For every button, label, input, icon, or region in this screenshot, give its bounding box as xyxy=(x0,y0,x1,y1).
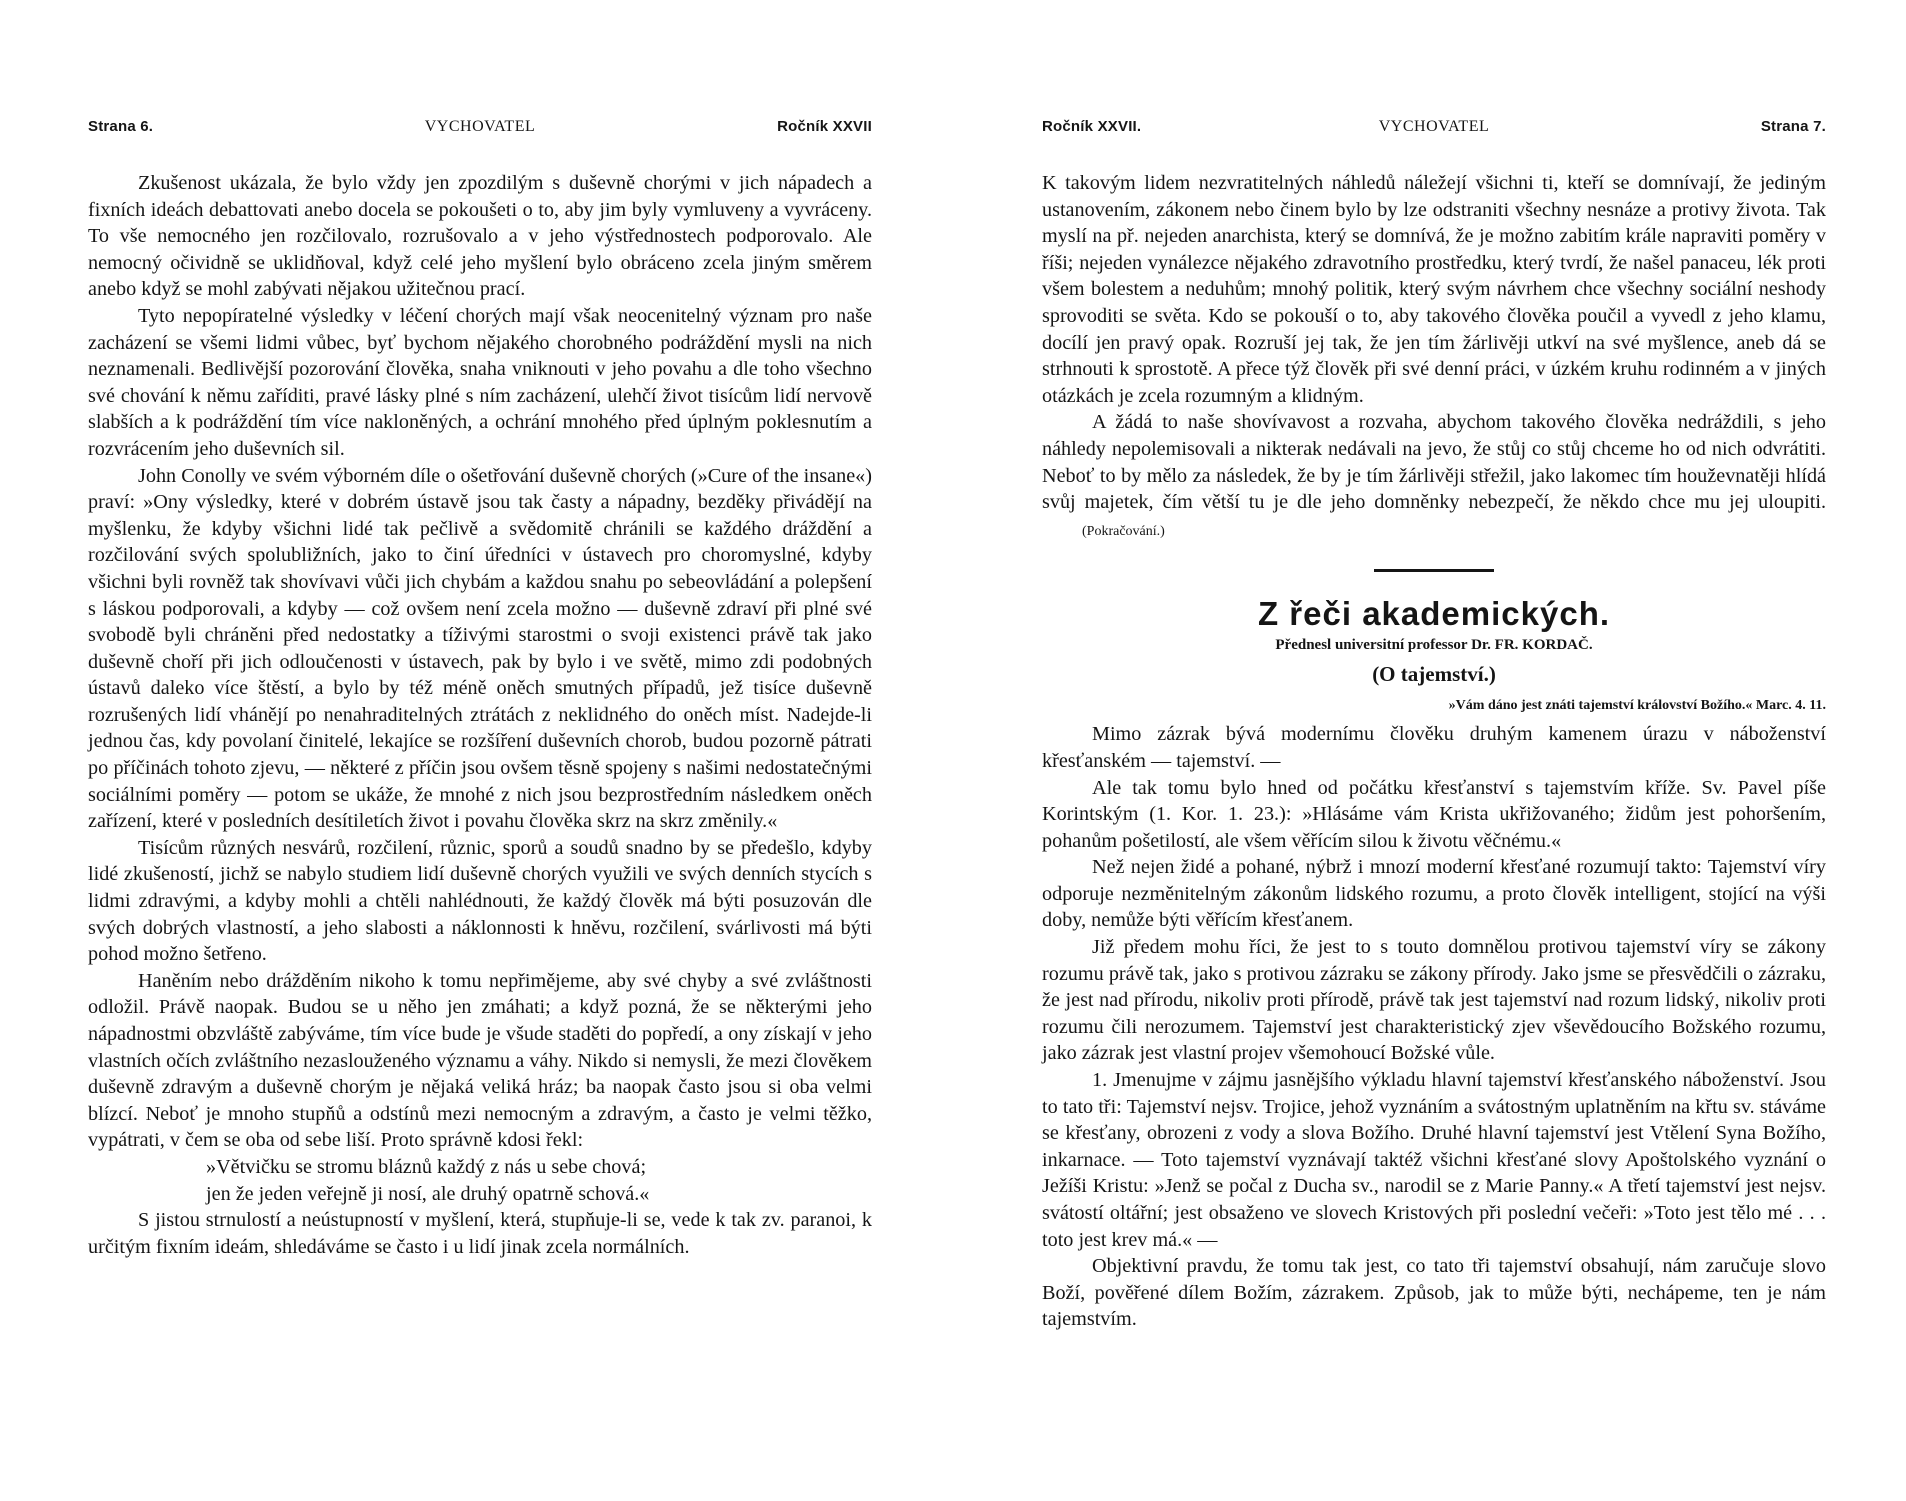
paragraph xyxy=(1042,409,1826,545)
right-volume: Ročník XXVII. xyxy=(1042,118,1142,135)
left-body-text xyxy=(88,170,872,1260)
verse-line: »Větvičku se stromu bláznů každý z nás u sebe chová; xyxy=(206,1155,647,1178)
continued-label: (Pokračování.) xyxy=(1082,523,1165,539)
paragraph: Tisícům různých nesvárů, rozčilení, různic, sporů a soudů snadno by se předešlo, kdyby lidé zkušeností, jichž se nabylo studiem lidí duševně chorých využili ve svých denních stycích s lidmi zdravými, a kdyby mohli a chtěli nahlédnouti, že každý člověk má býti posuzován dle svých dobrých vlastností, a jeho slabosti a náklonnosti k hněvu, rozčilení, svárlivosti má býti pohod možno šetřeno. xyxy=(88,836,872,966)
verse-quote xyxy=(88,1154,872,1207)
left-journal-title: VYCHOVATEL xyxy=(424,118,536,135)
left-page xyxy=(88,0,872,1501)
paragraph: Zkušenost ukázala, že bylo vždy jen zpozdilým s duševně chorými v jich nápadech a fixních ideách debattovati anebo docela se pokoušeti o to, aby jim byly vymluveny a vyvráceny. To vše nemocného jen rozčilovalo, rozrušovalo a v jeho výstřednostech podporovalo. Ale nemocný očividně se uklidňoval, když celé jeho myšlení bylo obráceno zcela jiným směrem anebo když se mohl zabývati nějakou užitečnou prací. xyxy=(88,172,872,301)
paragraph: 1. Jmenujme v zájmu jasnějšího výkladu hlavní tajemství křesťanského náboženství. Jsou to tato tři: Tajemství nejsv. Trojice, jehož vyznáním a svátostným uplatněním na křtu sv. stáváme se křesťany, obrozeni z vody a slova Božího. Druhé hlavní tajemství jest Vtělení Syna Božího, inkarnace. — Toto tajemství vyznávají taktéž všichni křesťané slovy Apoštolského vyznání o Ježíši Kristu: »Jenž se počal z Ducha sv., narodil se z Marie Panny.« A třetí tajemství jest nejsv. svátostí oltářní; jest obsaženo ve slovech Kristových při poslední večeři: »Toto jest tělo mé . . . toto jest krev má.« — xyxy=(1042,1069,1826,1251)
right-journal-title: VYCHOVATEL xyxy=(1378,118,1490,135)
paragraph: K takovým lidem nezvratitelných náhledů náležejí všichni ti, kteří se domnívají, že jediným ustanovením, zákonem nebo činem bylo by lze odstraniti všechny nesnáze a protivy života. Tak myslí na př. nejeden anarchista, který se domnívá, že je možno zabitím krále napraviti poměry v říši; nejeden vynálezce nějakého zdravotního prostředku, který tvrdí, že našel panaceu, lék proti všem bolestem a neduhům; mnohý politik, který svým návrhem chce všechny sociální neshody sprovoditi se světa. Kdo se pokouší o to, aby takového člověka poučil a vyvedl z jeho klamu, docílí jen pravý opak. Rozruší jej tak, že jen tím žárlivěji utkví na své myšlence, aneb dá se strhnouti k sprostotě. A přece týž člověk při své denní práci, v úzkém kruhu rodinném a v jiných otázkách je zcela rozumným a klidným. xyxy=(1042,172,1826,407)
paragraph-text: A žádá to naše shovívavost a rozvaha, abychom takového člověka nedráždili, s jeho náhledy nepolemisovali a nikterak nedávali na jevo, že stůj co stůj chceme ho od nich odvrátiti. Neboť to by mělo za následek, že by je tím žárlivěji střežil, jako lakomec tím houževnatěji hlídá svůj majetek, čím větší tu je dle jeho domněnky nebezpečí, že někdo chce mu jej uloupiti. xyxy=(1042,411,1826,514)
article-motto: »Vám dáno jest znáti tajemství království Božího.« Marc. 4. 11. xyxy=(1448,698,1826,714)
article-author: Přednesl universitní professor Dr. FR. KORDAČ. xyxy=(1275,637,1593,654)
right-running-head xyxy=(1042,118,1826,140)
verse-line: jen že jeden veřejně ji nosí, ale druhý opatrně schová.« xyxy=(206,1182,650,1205)
section-divider xyxy=(1374,569,1494,572)
right-page xyxy=(1042,0,1826,1501)
left-volume: Ročník XXVII xyxy=(777,118,872,135)
paragraph: Ale tak tomu bylo hned od počátku křesťanství s tajemstvím kříže. Sv. Pavel píše Korintským (1. Kor. 1. 23.): »Hlásáme vám Krista ukřižovaného; židům jest pohoršením, pohanům pošetilostí, ale všem věřícím silou k životu věčnému.« xyxy=(1042,776,1826,852)
paragraph: Již předem mohu říci, že jest to s touto domnělou protivou tajemství víry se zákony rozumu právě tak, jako s protivou zázraku se zákony přírody. Jako jsme se přesvědčili o zázraku, že jest nad přírodu, nikoliv proti přírodě, právě tak jest tajemství nad rozum lidský, nikoliv proti rozumu čili nerozumem. Tajemství jest charakteristický zjev vševědoucího Božského rozumu, jako zázrak jest vlastní projev všemohoucí Božské vůle. xyxy=(1042,936,1826,1065)
right-body-text xyxy=(1042,170,1826,1333)
paragraph: Tyto nepopíratelné výsledky v léčení chorých mají však neocenitelný význam pro naše zacházení se všemi lidmi vůbec, byť bychom nějakého chorobného podráždění mysli na nich neznamenali. Bedlivější pozorování člověka, snaha vniknouti v jeho povahu a dle toho všechno své chování k němu zaříditi, pravé lásky plné s ním zacházení, ulehčí život tisícům lidí nervově slabších a k podráždění tím více nakloněných, a ochrání mnohého před úplným poklesnutím a rozvrácením jeho duševních sil. xyxy=(88,304,872,460)
paragraph: Objektivní pravdu, že tomu tak jest, co tato tři tajemství obsahují, nám zaručuje slovo Boží, pověřené dílem Božím, zázrakem. Způsob, jak to může býti, nechápeme, ten je nám tajemstvím. xyxy=(1042,1255,1826,1331)
paragraph: Mimo zázrak bývá modernímu člověku druhým kamenem úrazu v náboženství křesťanském — tajemství. — xyxy=(1042,723,1826,772)
left-page-number: Strana 6. xyxy=(88,118,154,135)
paragraph: Haněním nebo drážděním nikoho k tomu nepřimějeme, aby své chyby a své zvláštnosti odložil. Právě naopak. Budou se u něho jen zmáhati; a když pozná, že se některými jeho nápadnostmi obzvláště zabýváme, tím více bude je všude staděti do popředí, a ony získají v jeho vlastních očích zvláštního nezaslouženého významu a váhy. Nikdo si nemysli, že mezi člověkem duševně zdravým a duševně chorým je nějaká veliká hráz; ba naopak často jsou si oba velmi blízcí. Neboť je mnoho stupňů a odstínů mezi nemocným a zdravým, a často je velmi těžko, vypátrati, v čem se oba od sebe liší. Proto správně kdosi řekl: xyxy=(88,969,872,1152)
right-page-number: Strana 7. xyxy=(1760,118,1826,135)
left-running-head xyxy=(88,118,872,140)
article-title: Z řeči akademických. xyxy=(1257,595,1611,633)
paragraph: S jistou strnulostí a neústupností v myšlení, která, stupňuje-li se, vede k tak zv. paranoi, k určitým fixním ideám, shledáváme se často i u lidí jinak zcela normálních. xyxy=(88,1209,872,1258)
paragraph: Než nejen židé a pohané, nýbrž i mnozí moderní křesťané rozumují takto: Tajemství víry odporuje nezměnitelným zákonům lidského rozumu, a proto člověk intelligent, stojící na výši doby, nemůže býti věřícím křesťanem. xyxy=(1042,856,1826,932)
paragraph: John Conolly ve svém výborném díle o ošetřování duševně chorých (»Cure of the insane«) praví: »Ony výsledky, které v dobrém ústavě jsou tak časty a nápadny, bezděky přivádějí na myšlenku, že kdyby všichni lidé tak pečlivě a svědomitě chránili se každého dráždění a rozčilování svých spolubližních, jako to činí úředníci v ústavech pro choromyslné, kdyby všichni byli rovněž tak shovívavi vůči jich chybám a každou snahu po sebeovládání a polepšení s láskou podporovali, a kdyby — což ovšem není zcela možno — duševně zdraví při plné své svobodě byli chráněni před nedostatky a tíživými starostmi o svoji existenci právě tak jako duševně choří při jich odloučenosti v ústavech, pak by bylo i ve světě, mimo zdi podobných ústavů daleko více štěstí, a bylo by též méně oněch smutných případů, jež tisíce duševně rozrušených lidí vhánějí po nenahraditelných ztrátách z neklidného do oněch míst. Nadejde-li jednou čas, kdy povolaní činitelé, lekajíce se rozšíření duševních chorob, budou pozorně pátrati po příčinách tohoto zjevu, — některé z příčin jsou ovšem těsně spojeny s našimi nedostatečnými sociálními poměry — potom se ukáže, že mnohé z nich jsou bezprostředním následkem oněch zařízení, které v posledních desítiletích život i povahu člověka skrz na skrz změnily.« xyxy=(88,464,872,833)
article-subtitle: (O tajemství.) xyxy=(1372,662,1496,687)
